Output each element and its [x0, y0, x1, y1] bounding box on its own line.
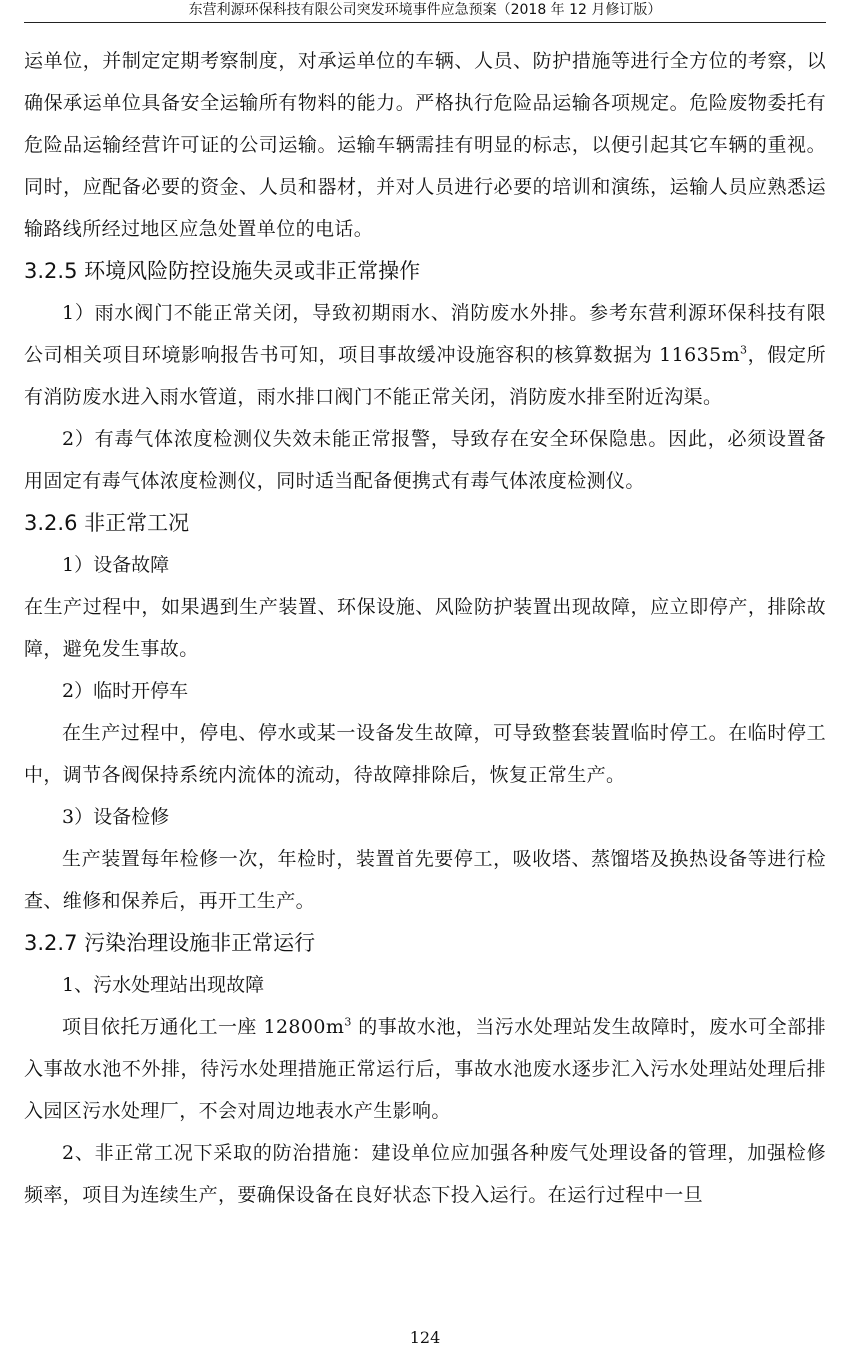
superscript-cubic: 3: [344, 1015, 352, 1029]
page-number: 124: [409, 1328, 441, 1347]
paragraph-prevention-measures: 2、非正常工况下采取的防治措施：建设单位应加强各种废气处理设备的管理，加强检修频率，项目为连续生产，要确保设备在良好状态下投入运行。在运行过程中一旦: [24, 1142, 826, 1206]
list-label-maintenance: 3）设备检修: [62, 806, 170, 828]
paragraph-maintenance: 生产装置每年检修一次，年检时，装置首先要停工，吸收塔、蒸馏塔及换热设备等进行检查、维修和保养后，再开工生产。: [24, 848, 826, 912]
paragraph-3-2-5-item-1-text-b: ，假定所有消防废水进入雨水管道，雨水排口阀门不能正常关闭，消防废水排至附近沟渠。: [24, 344, 826, 408]
paragraph-intro: 运单位，并制定定期考察制度，对承运单位的车辆、人员、防护措施等进行全方位的考察，以确保承运单位具备安全运输所有物料的能力。严格执行危险品运输各项规定。危险废物委托有危险品运输经营许可证的公司运输。运输车辆需挂有明显的标志，以便引起其它车辆的重视。同时，应配备必要的资金、人员和器材，并对人员进行必要的培训和演练，运输人员应熟悉运输路线所经过地区应急处置单位的电话。: [24, 50, 826, 240]
section-heading-3-2-5: 3.2.5 环境风险防控设施失灵或非正常操作: [24, 259, 421, 283]
superscript-cubic: 3: [740, 343, 748, 357]
page-body: [24, 40, 826, 1216]
paragraph-3-2-5-item-1: [24, 292, 826, 418]
list-label-wastewater-failure: 1、污水处理站出现故障: [62, 974, 265, 996]
list-label-equipment-failure: 1）设备故障: [62, 554, 170, 576]
paragraph-3-2-5-item-1-text-a: 1）雨水阀门不能正常关闭，导致初期雨水、消防废水外排。参考东营利源环保科技有限公司相关项目环境影响报告书可知，项目事故缓冲设施容积的核算数据为 11635m: [24, 302, 826, 366]
list-label-temporary-shutdown: 2）临时开停车: [62, 680, 189, 702]
paragraph-temporary-shutdown: 在生产过程中，停电、停水或某一设备发生故障，可导致整套装置临时停工。在临时停工中，调节各阀保持系统内流体的流动，待故障排除后，恢复正常生产。: [24, 722, 826, 786]
paragraph-equipment-failure: 在生产过程中，如果遇到生产装置、环保设施、风险防护装置出现故障，应立即停产，排除故障，避免发生事故。: [24, 596, 826, 660]
paragraph-3-2-5-item-2: 2）有毒气体浓度检测仪失效未能正常报警，导致存在安全环保隐患。因此，必须设置备用固定有毒气体浓度检测仪，同时适当配备便携式有毒气体浓度检测仪。: [24, 428, 826, 492]
paragraph-wastewater-failure: [24, 1006, 826, 1132]
section-heading-3-2-7: 3.2.7 污染治理设施非正常运行: [24, 931, 316, 955]
paragraph-wastewater-failure-text-b: 的事故水池，当污水处理站发生故障时，废水可全部排入事故水池不外排，待污水处理措施正常运行后，事故水池废水逐步汇入污水处理站处理后排入园区污水处理厂，不会对周边地表水产生影响。: [24, 1016, 826, 1122]
paragraph-wastewater-failure-text-a: 项目依托万通化工一座 12800m: [62, 1016, 345, 1038]
header-divider: [24, 22, 826, 23]
section-heading-3-2-6: 3.2.6 非正常工况: [24, 511, 190, 535]
page-header: 东营利源环保科技有限公司突发环境事件应急预案（2018 年 12 月修订版）: [188, 2, 662, 18]
